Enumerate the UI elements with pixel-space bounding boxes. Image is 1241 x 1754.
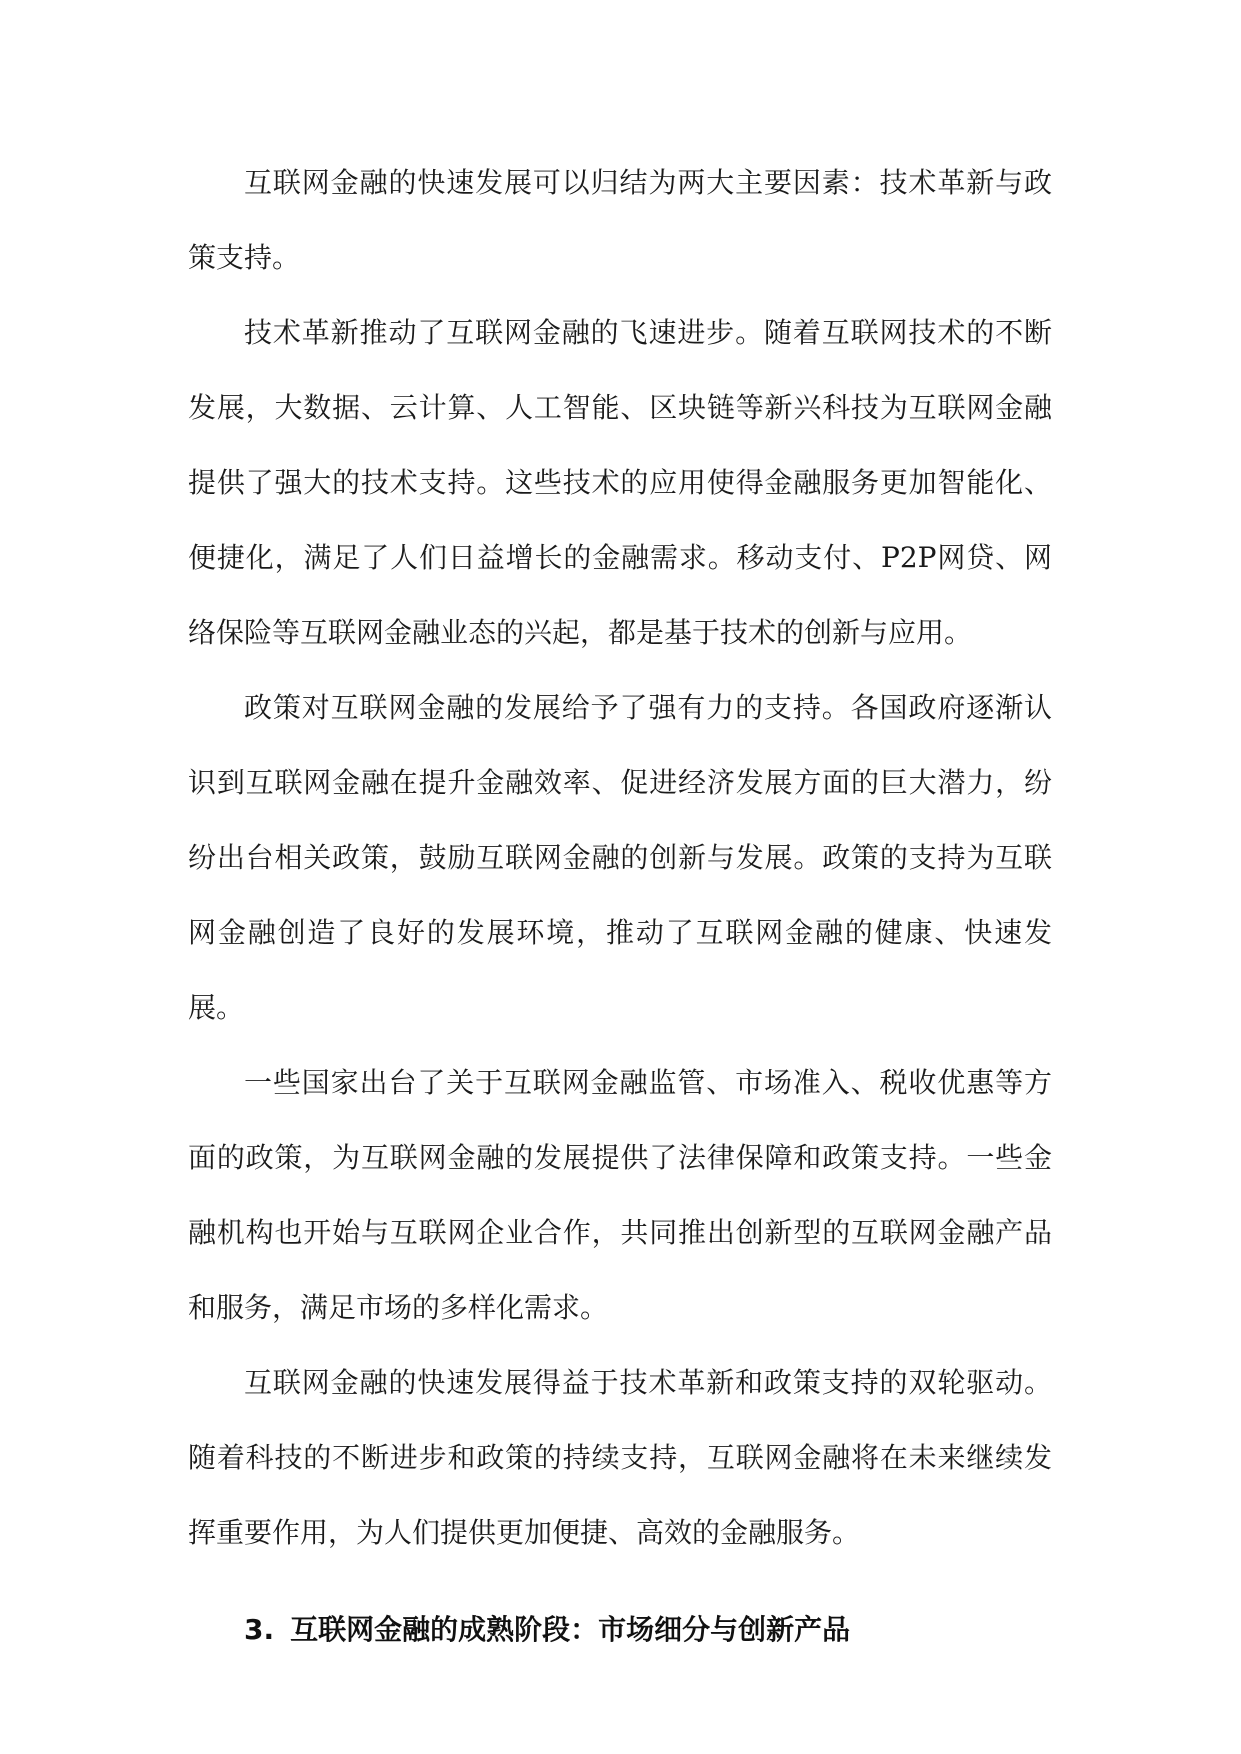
paragraph-intro: 互联网金融的快速发展可以归结为两大主要因素：技术革新与政策支持。 [188, 166, 1052, 274]
section-heading [188, 1592, 1052, 1667]
paragraph-technology: 技术革新推动了互联网金融的飞速进步。随着互联网技术的不断发展，大数据、云计算、人工智能、区块链等新兴科技为互联网金融提供了强大的技术支持。这些技术的应用使得金融服务更加智能化、便捷化，满足了人们日益增长的金融需求。移动支付、P2P网贷、网络保险等互联网金融业态的兴起，都是基于技术的创新与应用。 [188, 316, 1052, 649]
section-number: 3. [244, 1613, 275, 1646]
paragraph-conclusion: 互联网金融的快速发展得益于技术革新和政策支持的双轮驱动。随着科技的不断进步和政策的持续支持，互联网金融将在未来继续发挥重要作用，为人们提供更加便捷、高效的金融服务。 [188, 1366, 1052, 1549]
paragraph-regulation: 一些国家出台了关于互联网金融监管、市场准入、税收优惠等方面的政策，为互联网金融的发展提供了法律保障和政策支持。一些金融机构也开始与互联网企业合作，共同推出创新型的互联网金融产品和服务，满足市场的多样化需求。 [188, 1066, 1052, 1324]
paragraph-policy: 政策对互联网金融的发展给予了强有力的支持。各国政府逐渐认识到互联网金融在提升金融效率、促进经济发展方面的巨大潜力，纷纷出台相关政策，鼓励互联网金融的创新与发展。政策的支持为互联网金融创造了良好的发展环境，推动了互联网金融的健康、快速发展。 [188, 691, 1052, 1024]
section-title: 互联网金融的成熟阶段：市场细分与创新产品 [290, 1613, 851, 1646]
document-body [188, 145, 1052, 1667]
